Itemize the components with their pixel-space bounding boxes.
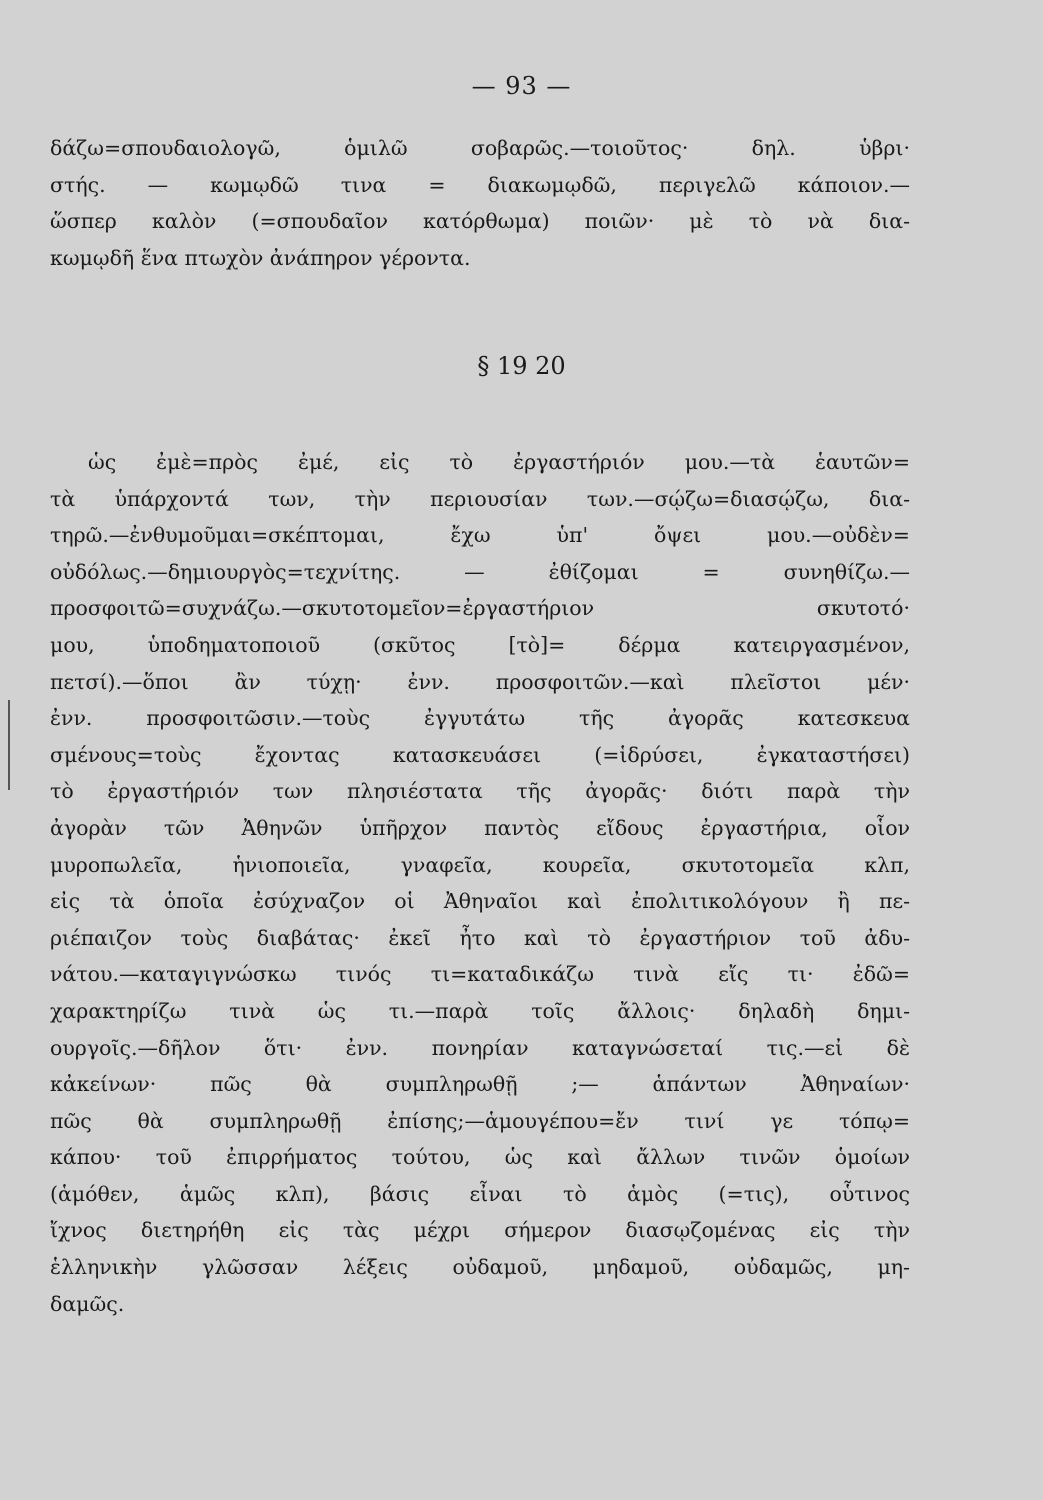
section-heading: § 19 20 <box>477 352 566 380</box>
text-line: ἀγορὰν τῶν Ἀθηνῶν ὑπῆρχον παντὸς εἴδους ἐργαστήρια, οἷον <box>50 815 910 840</box>
text-line: ὥσπερ καλὸν (=σπουδαῖον κατόρθωμα) ποιῶν· μὲ τὸ νὰ δια- <box>50 209 910 234</box>
text-line: ριέπαιζον τοὺς διαβάτας· ἐκεῖ ἦτο καὶ τὸ ἐργαστήριον τοῦ ἀδυ- <box>50 925 910 950</box>
text-line: δαμῶς. <box>50 1291 125 1316</box>
text-line: τηρῶ.—ἐνθυμοῦμαι=σκέπτομαι, ἔχω ὑπ' ὄψει μου.—οὐδὲν= <box>50 523 910 548</box>
text-line: σμένους=τοὺς ἔχοντας κατασκευάσει (=ἱδρύσει, ἐγκαταστήσει) <box>50 742 910 767</box>
text-line: ουργοῖς.—δῆλον ὅτι· ἐνν. πονηρίαν καταγνώσεταί τις.—εἰ δὲ <box>50 1035 910 1060</box>
commentary-block-1 <box>50 130 910 276</box>
text-line: στής. — κωμῳδῶ τινα = διακωμῳδῶ, περιγελῶ κάποιον.— <box>50 172 910 197</box>
commentary-block-2 <box>50 444 910 1322</box>
text-line: ἑλληνικὴν γλῶσσαν λέξεις οὐδαμοῦ, μηδαμοῦ, οὐδαμῶς, μη- <box>50 1255 910 1280</box>
text-line: μου, ὑποδηματοποιοῦ (σκῦτος [τὸ]= δέρμα κατειργασμένον, <box>50 632 910 657</box>
text-line: (ἁμόθεν, ἁμῶς κλπ), βάσις εἶναι τὸ ἁμὸς (=τις), οὗτινος <box>50 1181 910 1206</box>
text-line: νάτου.—καταγιγνώσκω τινός τι=καταδικάζω τινὰ εἴς τι· ἐδῶ= <box>50 962 910 987</box>
text-line: κἀκείνων· πῶς θὰ συμπληρωθῇ ;— ἁπάντων Ἀθηναίων· <box>50 1072 910 1097</box>
text-line: κωμῳδῆ ἕνα πτωχὸν ἀνάπηρον γέροντα. <box>50 245 471 270</box>
text-line: ἐνν. προσφοιτῶσιν.—τοὺς ἐγγυτάτω τῆς ἀγορᾶς κατεσκευα <box>50 706 910 731</box>
text-line: ὡς ἐμὲ=πρὸς ἐμέ, εἰς τὸ ἐργαστήριόν μου.—τὰ ἑαυτῶν= <box>88 450 910 474</box>
text-line: κάπου· τοῦ ἐπιρρήματος τούτου, ὡς καὶ ἄλλων τινῶν ὁμοίων <box>50 1145 910 1170</box>
text-line: χαρακτηρίζω τινὰ ὡς τι.—παρὰ τοῖς ἄλλοις· δηλαδὴ δημι- <box>50 998 910 1023</box>
text-line: οὐδόλως.—δημιουργὸς=τεχνίτης. — ἐθίζομαι = συνηθίζω.— <box>50 559 910 584</box>
text-line: πετσί).—ὅποι ἂν τύχῃ· ἐνν. προσφοιτῶν.—καὶ πλεῖστοι μέν· <box>50 669 910 694</box>
text-line: πῶς θὰ συμπληρωθῇ ἐπίσης;—ἁμουγέπου=ἔν τινί γε τόπῳ= <box>50 1108 910 1133</box>
text-line: δάζω=σπουδαιολογῶ, ὁμιλῶ σοβαρῶς.—τοιοῦτος· δηλ. ὑβρι· <box>50 136 910 160</box>
page-edge-mark <box>8 700 10 790</box>
text-line: τὸ ἐργαστήριόν των πλησιέστατα τῆς ἀγορᾶς· διότι παρὰ τὴν <box>50 779 910 804</box>
text-line: τὰ ὑπάρχοντά των, τὴν περιουσίαν των.—σῴζω=διασῴζω, δια- <box>50 486 910 511</box>
page-number: — 93 — <box>471 72 572 100</box>
text-line: μυροπωλεῖα, ἡνιοποιεῖα, γναφεῖα, κουρεῖα, σκυτοτομεῖα κλπ, <box>50 852 910 877</box>
text-line: προσφοιτῶ=συχνάζω.—σκυτοτομεῖον=ἐργαστήριον σκυτοτό· <box>50 596 910 621</box>
text-line: ἴχνος διετηρήθη εἰς τὰς μέχρι σήμερον διασῳζομένας εἰς τὴν <box>50 1218 910 1243</box>
text-line: εἰς τὰ ὁποῖα ἐσύχναζον οἱ Ἀθηναῖοι καὶ ἐπολιτικολόγουν ἢ πε- <box>50 889 910 914</box>
